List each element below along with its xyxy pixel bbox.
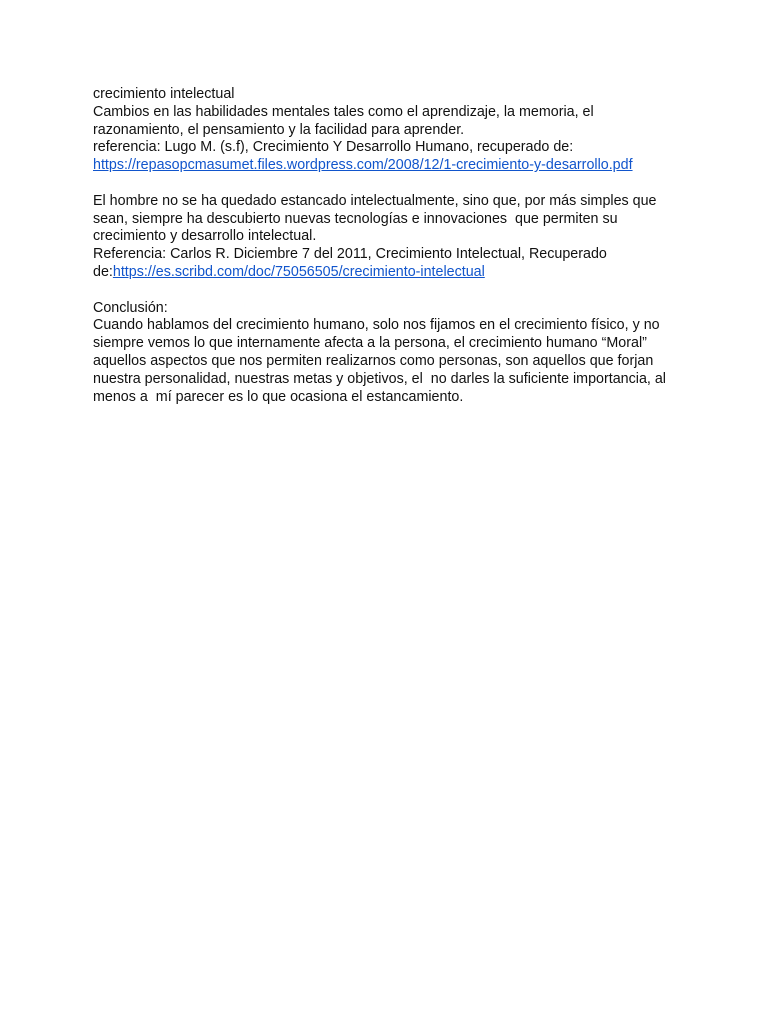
reference-text: referencia: Lugo M. (s.f), Crecimiento Y Desarrollo Humano, recuperado de: xyxy=(93,139,574,156)
reference-prefix: de: xyxy=(93,263,113,280)
conclusion-heading: Conclusión: xyxy=(93,299,168,316)
body-text-line: Cambios en las habilidades mentales tales como el aprendizaje, la memoria, el xyxy=(93,103,594,120)
paragraph-gap xyxy=(93,175,683,193)
body-text-line: crecimiento y desarrollo intelectual. xyxy=(93,228,317,245)
paragraph-gap xyxy=(93,282,683,300)
reference-text: Referencia: Carlos R. Diciembre 7 del 2011, Crecimiento Intelectual, Recuperado xyxy=(93,246,607,263)
reference-link-line xyxy=(93,157,683,175)
body-text-line: sean, siempre ha descubierto nuevas tecnologías e innovaciones que permiten su xyxy=(93,210,618,227)
body-text-line: El hombre no se ha quedado estancado intelectualmente, sino que, por más simples que xyxy=(93,192,657,209)
reference-link-line xyxy=(93,264,683,282)
section-title: crecimiento intelectual xyxy=(93,86,235,102)
body-text-line: aquellos aspectos que nos permiten realizarnos como personas, son aquellos que forjan xyxy=(93,352,654,369)
reference-link-wordpress[interactable]: https://repasopcmasumet.files.wordpress.com/2008/12/1-crecimiento-y-desarrollo.pdf xyxy=(93,157,633,174)
body-text-line: Cuando hablamos del crecimiento humano, solo nos fijamos en el crecimiento físico, y no xyxy=(93,317,660,334)
body-text-line: razonamiento, el pensamiento y la facilidad para aprender. xyxy=(93,121,465,138)
reference-link-scribd[interactable]: https://es.scribd.com/doc/75056505/crecimiento-intelectual xyxy=(112,263,485,280)
body-text-line: nuestra personalidad, nuestras metas y objetivos, el no darles la suficiente importancia, al xyxy=(93,370,666,387)
document-page xyxy=(93,86,683,406)
body-text-line: siempre vemos lo que internamente afecta a la persona, el crecimiento humano “Moral” xyxy=(93,335,647,352)
body-text-line: menos a mí parecer es lo que ocasiona el estancamiento. xyxy=(93,388,464,405)
